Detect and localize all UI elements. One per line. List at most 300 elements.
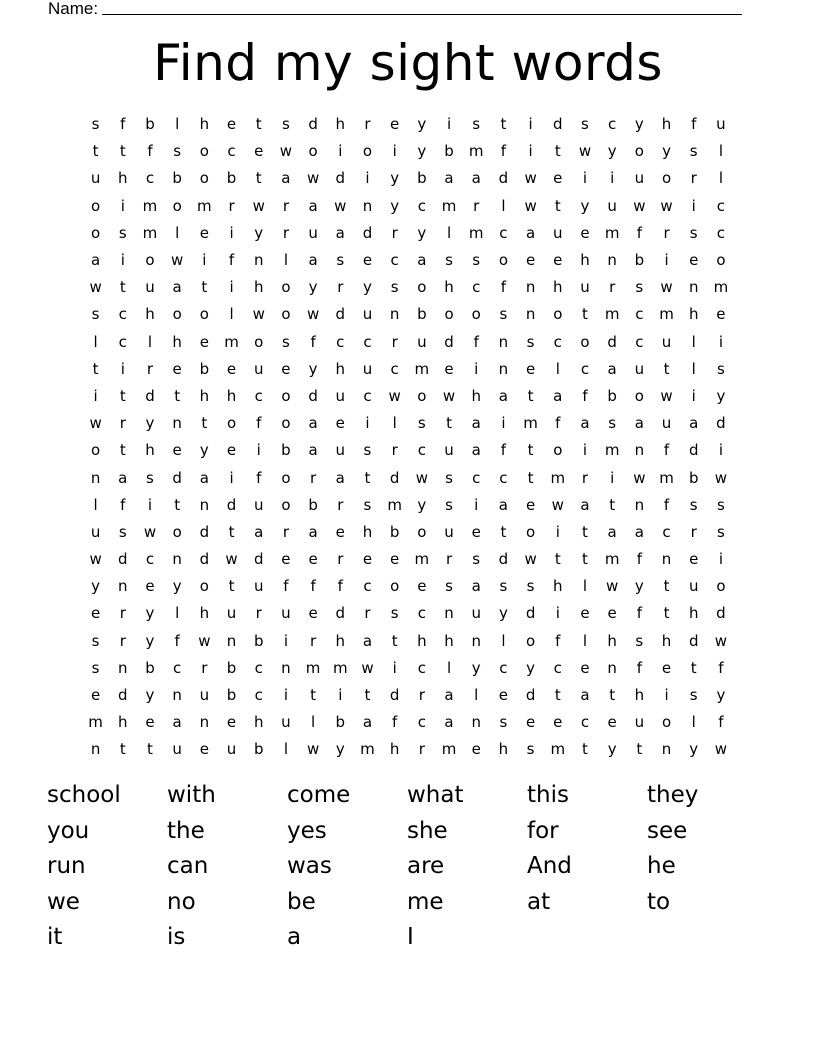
grid-letter: u xyxy=(90,169,101,188)
grid-letter: t xyxy=(119,142,126,161)
grid-letter: l xyxy=(175,604,180,623)
grid-letter: e xyxy=(580,604,590,623)
grid-letter: r xyxy=(337,278,344,297)
grid-letter: e xyxy=(145,713,155,732)
grid-letter: c xyxy=(417,196,426,215)
word-bank-item: a xyxy=(287,924,302,950)
grid-letter: c xyxy=(662,522,671,541)
grid-letter: s xyxy=(689,142,698,161)
grid-letter: r xyxy=(119,414,126,433)
grid-letter: o xyxy=(471,305,481,324)
grid-letter: c xyxy=(417,441,426,460)
grid-letter: w xyxy=(714,468,728,487)
grid-letter: s xyxy=(526,332,535,351)
grid-letter: a xyxy=(444,169,454,188)
grid-letter: n xyxy=(253,251,264,270)
grid-letter: t xyxy=(554,142,561,161)
grid-letter: b xyxy=(417,305,427,324)
grid-letter: n xyxy=(389,305,400,324)
grid-letter: m xyxy=(332,658,348,677)
word-bank-item: are xyxy=(407,853,445,879)
grid-letter: n xyxy=(661,740,672,759)
grid-letter: d xyxy=(199,522,210,541)
grid-letter: u xyxy=(172,740,182,759)
grid-letter: y xyxy=(145,631,155,650)
grid-letter: e xyxy=(525,359,536,378)
grid-letter: s xyxy=(716,522,725,541)
grid-letter: n xyxy=(661,550,672,569)
grid-letter: h xyxy=(444,278,454,297)
grid-letter: i xyxy=(691,196,696,215)
grid-letter: l xyxy=(501,196,506,215)
grid-letter: m xyxy=(713,278,729,297)
grid-letter: e xyxy=(199,740,209,759)
grid-letter: l xyxy=(582,577,588,596)
word-bank-item: is xyxy=(167,924,186,950)
grid-letter: a xyxy=(254,522,264,541)
grid-letter: w xyxy=(633,196,646,215)
grid-letter: t xyxy=(201,278,208,297)
grid-letter: i xyxy=(555,522,560,541)
grid-letter: f xyxy=(174,631,180,650)
grid-letter: u xyxy=(661,414,672,433)
grid-letter: h xyxy=(389,740,400,759)
grid-letter: h xyxy=(688,305,699,324)
grid-letter: a xyxy=(525,223,536,242)
grid-letter: u xyxy=(716,115,726,134)
grid-letter: a xyxy=(199,468,209,487)
grid-letter: c xyxy=(363,386,372,405)
grid-letter: r xyxy=(690,169,697,188)
grid-letter: c xyxy=(499,468,508,487)
grid-letter: w xyxy=(388,386,401,405)
grid-letter: r xyxy=(473,196,480,215)
grid-letter: s xyxy=(173,142,182,161)
grid-letter: c xyxy=(145,550,155,569)
grid-letter: u xyxy=(362,359,373,378)
grid-letter: r xyxy=(119,604,126,623)
grid-letter: m xyxy=(441,740,457,759)
grid-letter: f xyxy=(691,115,697,134)
grid-letter: a xyxy=(281,169,291,188)
grid-letter: o xyxy=(281,305,291,324)
grid-letter: s xyxy=(689,495,698,514)
grid-letter: r xyxy=(364,604,371,623)
grid-letter: o xyxy=(91,441,101,460)
grid-letter: i xyxy=(120,251,125,270)
grid-letter: n xyxy=(525,278,536,297)
grid-letter: y xyxy=(145,604,155,623)
grid-letter: n xyxy=(90,468,101,487)
word-bank xyxy=(47,778,767,956)
grid-letter: l xyxy=(691,713,696,732)
grid-letter: e xyxy=(90,604,101,623)
grid-letter: a xyxy=(471,414,481,433)
grid-letter: n xyxy=(444,604,454,623)
grid-letter: f xyxy=(555,414,561,433)
grid-letter: h xyxy=(417,631,427,650)
grid-letter: i xyxy=(446,115,452,134)
grid-letter: n xyxy=(362,196,373,215)
grid-letter: s xyxy=(281,332,290,351)
grid-letter: h xyxy=(688,604,699,623)
grid-letter: c xyxy=(716,223,726,242)
grid-letter: u xyxy=(335,441,346,460)
grid-letter: h xyxy=(661,631,672,650)
word-bank-item: at xyxy=(527,888,551,915)
grid-letter: b xyxy=(335,713,346,732)
grid-letter: r xyxy=(391,332,398,351)
grid-letter: o xyxy=(661,169,672,188)
grid-letter: s xyxy=(91,631,100,650)
grid-letter: w xyxy=(660,196,673,215)
grid-letter: s xyxy=(499,713,508,732)
grid-letter: o xyxy=(281,468,291,487)
word-bank-item: school xyxy=(47,782,121,808)
grid-letter: c xyxy=(553,658,562,677)
grid-letter: i xyxy=(93,386,98,405)
grid-letter: o xyxy=(417,522,427,541)
grid-letter: b xyxy=(607,386,617,405)
grid-letter: l xyxy=(691,332,696,351)
grid-letter: w xyxy=(279,142,293,161)
grid-letter: d xyxy=(525,604,536,623)
grid-letter: t xyxy=(364,468,371,487)
grid-letter: w xyxy=(334,196,347,215)
grid-letter: d xyxy=(525,686,536,705)
grid-letter: o xyxy=(716,577,726,596)
grid-letter: e xyxy=(390,550,400,569)
grid-letter: w xyxy=(252,196,265,215)
grid-letter: t xyxy=(663,359,670,378)
grid-letter: n xyxy=(199,713,210,732)
word-bank-item: what xyxy=(407,782,464,808)
grid-letter: o xyxy=(281,495,291,514)
grid-letter: t xyxy=(582,522,588,541)
grid-letter: a xyxy=(308,522,318,541)
grid-letter: d xyxy=(716,414,726,433)
grid-letter: r xyxy=(310,468,317,487)
grid-letter: a xyxy=(634,522,644,541)
grid-letter: r xyxy=(282,223,289,242)
grid-letter: m xyxy=(604,223,620,242)
grid-letter: f xyxy=(636,658,642,677)
grid-letter: m xyxy=(387,495,402,514)
grid-letter: h xyxy=(553,278,563,297)
grid-letter: u xyxy=(308,223,318,242)
grid-letter: s xyxy=(689,686,698,705)
grid-letter: a xyxy=(308,251,318,270)
grid-letter: h xyxy=(661,115,672,134)
grid-letter: r xyxy=(337,495,344,514)
grid-letter: o xyxy=(172,305,182,324)
grid-letter: a xyxy=(471,441,481,460)
grid-letter: i xyxy=(338,686,343,705)
grid-letter: y xyxy=(498,604,508,623)
grid-letter: f xyxy=(582,386,588,405)
grid-letter: t xyxy=(174,386,181,405)
grid-letter: s xyxy=(363,441,372,460)
grid-letter: u xyxy=(253,577,264,596)
grid-letter: t xyxy=(636,740,643,759)
grid-letter: d xyxy=(335,604,346,623)
name-field[interactable] xyxy=(48,0,748,19)
word-bank-item: And xyxy=(527,853,572,879)
grid-letter: n xyxy=(498,359,509,378)
grid-letter: w xyxy=(606,577,619,596)
grid-letter: l xyxy=(501,631,506,650)
name-underline[interactable] xyxy=(102,14,742,15)
grid-letter: m xyxy=(468,142,484,161)
grid-letter: c xyxy=(499,658,508,677)
grid-letter: t xyxy=(147,740,153,759)
grid-letter: u xyxy=(90,522,101,541)
grid-letter: m xyxy=(523,414,538,433)
grid-letter: o xyxy=(417,278,427,297)
grid-letter: t xyxy=(527,386,534,405)
word-bank-item: me xyxy=(407,888,444,915)
word-bank-item: yes xyxy=(287,817,327,844)
grid-letter: h xyxy=(118,169,128,188)
grid-letter: i xyxy=(120,196,125,215)
grid-letter: h xyxy=(335,631,346,650)
grid-letter: a xyxy=(118,468,128,487)
grid-letter: e xyxy=(580,658,590,677)
grid-letter: s xyxy=(336,251,345,270)
grid-letter: d xyxy=(335,169,346,188)
grid-letter: r xyxy=(282,196,289,215)
grid-letter: l xyxy=(446,658,452,677)
grid-letter: i xyxy=(718,332,723,351)
grid-letter: c xyxy=(417,604,426,623)
grid-letter: e xyxy=(553,713,563,732)
grid-letter: i xyxy=(229,278,234,297)
grid-letter: i xyxy=(283,631,288,650)
grid-letter: u xyxy=(281,713,291,732)
grid-letter: a xyxy=(580,414,590,433)
grid-letter: y xyxy=(308,278,318,297)
grid-letter: o xyxy=(390,577,400,596)
grid-letter: b xyxy=(634,251,645,270)
word-bank-item: I xyxy=(407,924,414,950)
grid-letter: u xyxy=(444,441,454,460)
grid-letter: f xyxy=(310,577,316,596)
grid-letter: t xyxy=(201,414,208,433)
word-bank-item: can xyxy=(167,853,209,879)
grid-letter: u xyxy=(145,278,155,297)
grid-letter: s xyxy=(417,414,426,433)
grid-letter: c xyxy=(580,359,590,378)
grid-letter: a xyxy=(607,522,617,541)
grid-letter: n xyxy=(634,495,645,514)
grid-letter: o xyxy=(634,142,644,161)
grid-letter: r xyxy=(255,604,262,623)
grid-letter: e xyxy=(580,223,590,242)
grid-letter: e xyxy=(525,251,536,270)
grid-letter: i xyxy=(474,359,479,378)
grid-letter: l xyxy=(718,169,723,188)
grid-letter: d xyxy=(335,305,346,324)
grid-letter: c xyxy=(145,169,155,188)
grid-letter: h xyxy=(253,278,264,297)
grid-letter: h xyxy=(362,522,373,541)
grid-letter: r xyxy=(119,631,126,650)
grid-letter: i xyxy=(610,468,615,487)
grid-letter: f xyxy=(636,223,642,242)
grid-letter: l xyxy=(175,223,180,242)
grid-letter: i xyxy=(229,468,234,487)
grid-letter: w xyxy=(252,305,265,324)
grid-letter: b xyxy=(145,115,155,134)
grid-letter: a xyxy=(471,169,481,188)
grid-letter: n xyxy=(118,577,128,596)
grid-letter: m xyxy=(468,223,484,242)
word-bank-item: come xyxy=(287,782,351,808)
grid-letter: d xyxy=(688,441,699,460)
grid-letter: e xyxy=(362,550,373,569)
word-bank-item: was xyxy=(287,853,332,879)
grid-letter: o xyxy=(172,196,182,215)
grid-letter: d xyxy=(716,604,726,623)
grid-letter: s xyxy=(146,468,154,487)
grid-letter: t xyxy=(174,495,181,514)
grid-letter: t xyxy=(609,686,616,705)
grid-letter: f xyxy=(120,115,126,134)
grid-letter: c xyxy=(472,278,481,297)
grid-letter: f xyxy=(636,604,642,623)
grid-letter: d xyxy=(172,468,182,487)
grid-letter: s xyxy=(445,468,453,487)
grid-letter: c xyxy=(635,305,644,324)
grid-letter: b xyxy=(199,359,210,378)
grid-letter: t xyxy=(119,278,126,297)
grid-letter: u xyxy=(471,604,481,623)
grid-letter: f xyxy=(555,631,561,650)
grid-letter: u xyxy=(580,278,590,297)
grid-letter: i xyxy=(474,495,479,514)
grid-letter: b xyxy=(417,169,427,188)
grid-letter: a xyxy=(362,713,373,732)
grid-letter: i xyxy=(120,359,125,378)
grid-letter: o xyxy=(716,251,726,270)
grid-letter: e xyxy=(716,305,726,324)
grid-letter: b xyxy=(253,740,264,759)
grid-letter: u xyxy=(281,604,291,623)
grid-letter: e xyxy=(226,441,237,460)
grid-letter: a xyxy=(308,196,318,215)
grid-letter: h xyxy=(471,386,481,405)
grid-letter: n xyxy=(118,658,128,677)
grid-letter: e xyxy=(689,550,699,569)
grid-letter: y xyxy=(607,740,617,759)
grid-letter: e xyxy=(199,223,209,242)
grid-letter: f xyxy=(473,332,479,351)
word-bank-item: no xyxy=(167,888,196,915)
grid-letter: d xyxy=(362,223,373,242)
grid-letter: m xyxy=(441,196,457,215)
grid-letter: d xyxy=(308,115,318,134)
word-bank-item: we xyxy=(47,888,80,915)
grid-letter: o xyxy=(634,386,644,405)
grid-letter: o xyxy=(281,386,291,405)
grid-letter: e xyxy=(172,441,182,460)
grid-letter: t xyxy=(582,550,588,569)
grid-letter: o xyxy=(553,305,563,324)
grid-letter: b xyxy=(281,441,291,460)
grid-letter: h xyxy=(444,631,454,650)
grid-letter: l xyxy=(311,713,316,732)
grid-letter: h xyxy=(145,305,155,324)
grid-letter: y xyxy=(471,658,481,677)
grid-letter: i xyxy=(147,495,153,514)
grid-letter: t xyxy=(364,686,371,705)
grid-letter: l xyxy=(93,495,98,514)
grid-letter: u xyxy=(253,495,264,514)
grid-letter: e xyxy=(471,740,481,759)
grid-letter: i xyxy=(610,169,615,188)
grid-letter: o xyxy=(362,142,373,161)
grid-letter: o xyxy=(91,196,101,215)
grid-letter: l xyxy=(446,223,452,242)
word-bank-item: it xyxy=(47,924,63,950)
grid-letter: w xyxy=(306,740,320,759)
grid-letter: n xyxy=(172,414,182,433)
grid-letter: i xyxy=(718,441,723,460)
grid-letter: w xyxy=(361,658,374,677)
grid-letter: i xyxy=(555,604,560,623)
grid-letter: n xyxy=(688,278,699,297)
grid-letter: t xyxy=(554,196,561,215)
grid-letter: b xyxy=(688,468,699,487)
grid-letter: r xyxy=(282,522,289,541)
grid-letter: y xyxy=(580,196,590,215)
grid-letter: y xyxy=(308,359,318,378)
grid-letter: e xyxy=(226,713,237,732)
grid-letter: y xyxy=(417,223,427,242)
grid-letter: s xyxy=(445,251,453,270)
grid-letter: r xyxy=(690,522,697,541)
grid-letter: n xyxy=(634,441,645,460)
grid-letter: e xyxy=(281,359,291,378)
grid-letter: m xyxy=(142,223,158,242)
grid-letter: e xyxy=(199,332,209,351)
grid-letter: h xyxy=(145,441,155,460)
grid-letter: t xyxy=(582,740,588,759)
grid-letter: b xyxy=(253,631,264,650)
grid-letter: e xyxy=(553,169,563,188)
grid-letter: b xyxy=(226,686,237,705)
grid-letter: d xyxy=(553,115,563,134)
grid-letter: w xyxy=(89,550,102,569)
grid-letter: f xyxy=(718,713,724,732)
grid-letter: i xyxy=(229,223,234,242)
grid-letter: n xyxy=(471,713,481,732)
grid-letter: s xyxy=(608,414,617,433)
grid-letter: w xyxy=(524,169,537,188)
grid-letter: w xyxy=(198,631,211,650)
grid-letter: e xyxy=(308,604,318,623)
grid-letter: w xyxy=(442,386,456,405)
grid-letter: f xyxy=(663,495,670,514)
grid-letter: r xyxy=(201,658,208,677)
grid-letter: b xyxy=(226,169,237,188)
grid-letter: n xyxy=(471,631,481,650)
grid-letter: s xyxy=(499,577,508,596)
grid-letter: o xyxy=(526,631,536,650)
grid-letter: u xyxy=(199,686,210,705)
grid-letter: t xyxy=(500,522,507,541)
grid-letter: s xyxy=(635,631,644,650)
